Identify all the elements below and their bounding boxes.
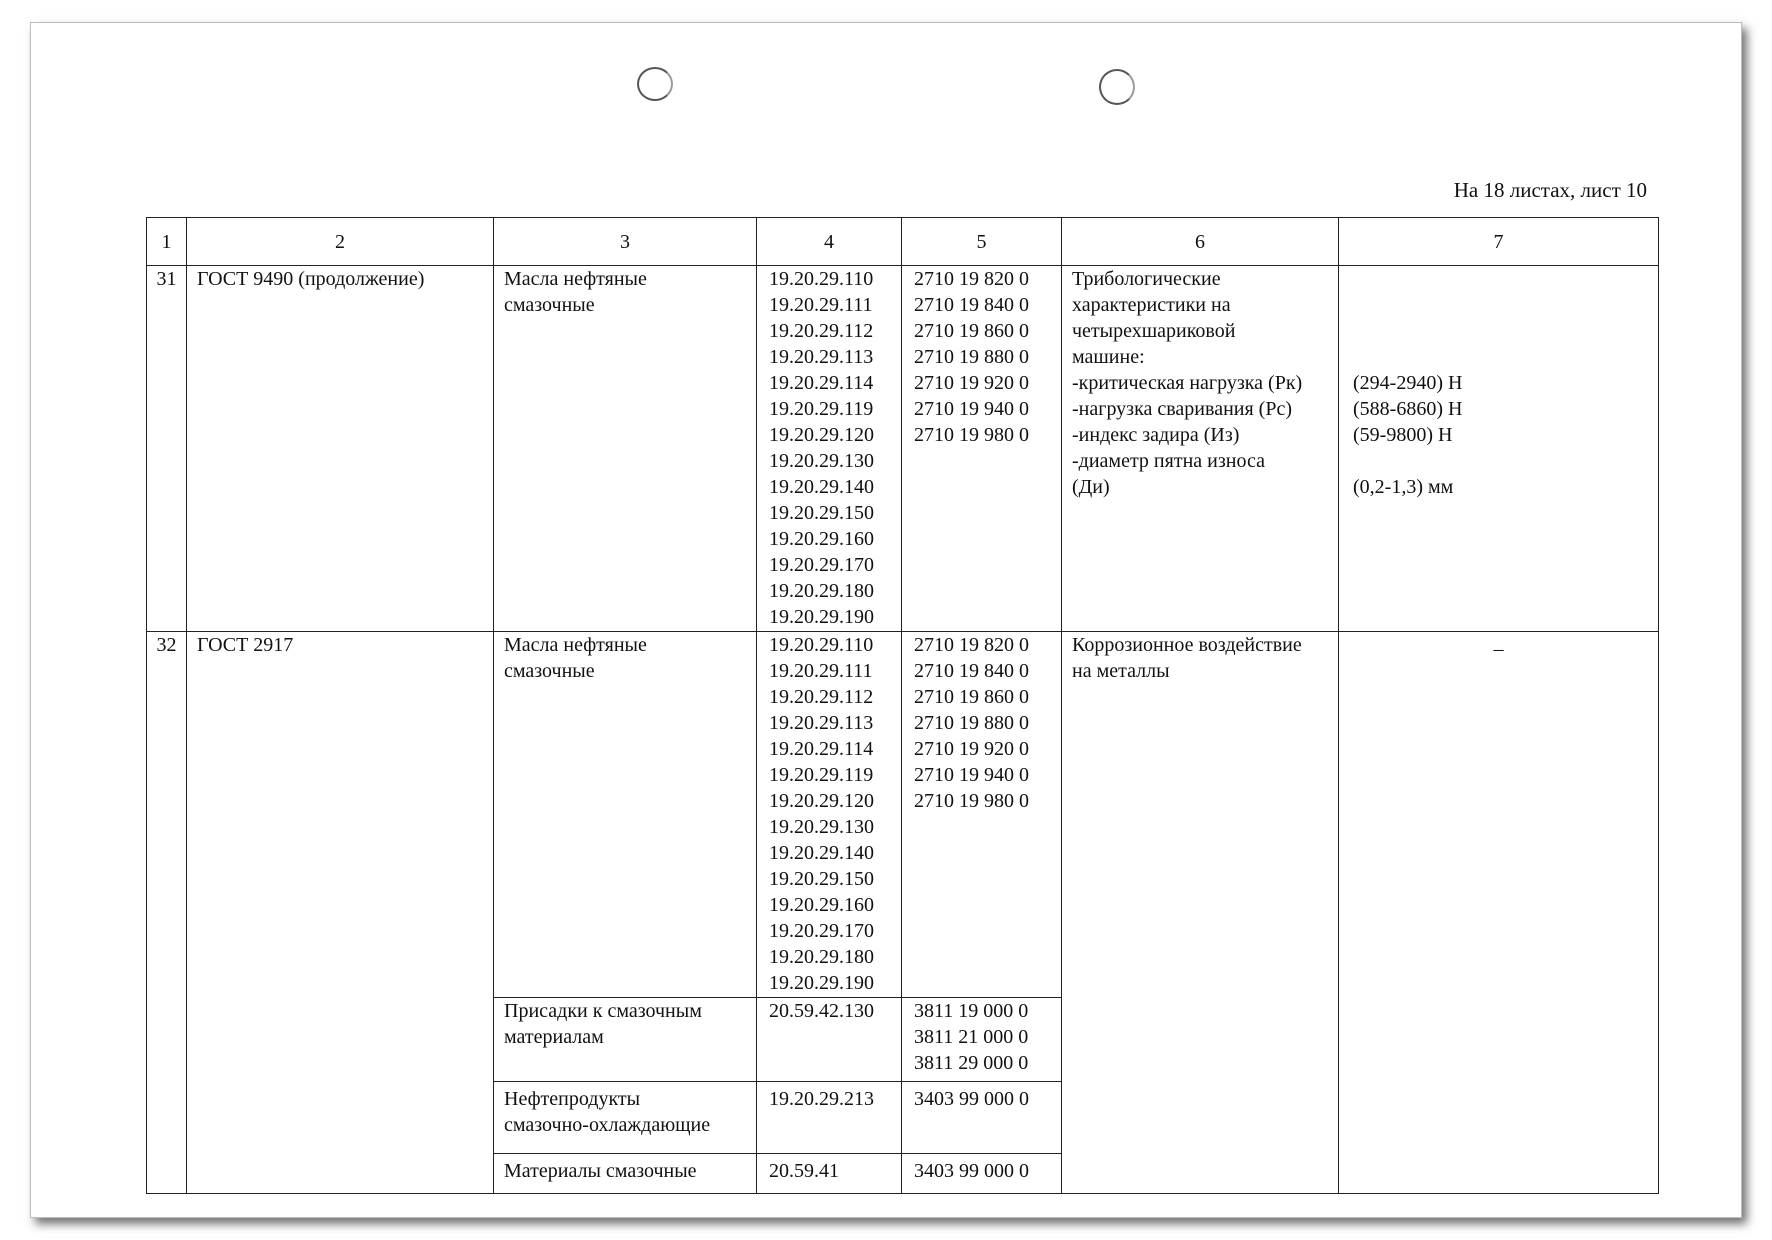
standard-cell: ГОСТ 9490 (продолжение) [187, 266, 494, 632]
characteristic-cell: Коррозионное воздействие на металлы [1062, 632, 1339, 1194]
okpd-cell: 19.20.29.110 19.20.29.111 19.20.29.112 19.20.29.113 19.20.29.114 19.20.29.119 19.20.29.120 19.20.29.130 19.20.29.140 19.20.29.150 19.20.29.160 19.20.29.170 19.20.29.180 19.20.29.190 [757, 266, 902, 632]
product-cell: Масла нефтяные смазочные [494, 632, 757, 998]
table-row [147, 632, 1659, 998]
okpd-cell: 20.59.41 [757, 1154, 902, 1194]
standard-cell: ГОСТ 2917 [187, 632, 494, 1194]
okpd-cell: 19.20.29.213 [757, 1082, 902, 1154]
header-cell: 1 [147, 218, 187, 266]
header-cell: 3 [494, 218, 757, 266]
header-row [147, 218, 1659, 266]
header-cell: 2 [187, 218, 494, 266]
header-cell: 5 [902, 218, 1062, 266]
row-number: 31 [147, 266, 187, 632]
standards-table [146, 217, 1659, 1194]
row-number: 32 [147, 632, 187, 1194]
tnved-cell: 3811 19 000 0 3811 21 000 0 3811 29 000 0 [902, 998, 1062, 1082]
characteristic-cell: Трибологические характеристики на четырехшариковой машине: -критическая нагрузка (Pк) -нагрузка сваривания (Pс) -индекс задира (Из) -диаметр пятна износа (Ди) [1062, 266, 1339, 632]
range-cell: (294-2940) Н (588-6860) Н (59-9800) Н (0,2-1,3) мм [1339, 266, 1659, 632]
tnved-cell: 2710 19 820 0 2710 19 840 0 2710 19 860 0 2710 19 880 0 2710 19 920 0 2710 19 940 0 2710 19 980 0 [902, 632, 1062, 998]
table-row [147, 266, 1659, 632]
product-cell: Масла нефтяные смазочные [494, 266, 757, 632]
product-cell: Присадки к смазочным материалам [494, 998, 757, 1082]
okpd-cell: 19.20.29.110 19.20.29.111 19.20.29.112 19.20.29.113 19.20.29.114 19.20.29.119 19.20.29.120 19.20.29.130 19.20.29.140 19.20.29.150 19.20.29.160 19.20.29.170 19.20.29.180 19.20.29.190 [757, 632, 902, 998]
tnved-cell: 3403 99 000 0 [902, 1154, 1062, 1194]
punch-hole-left [637, 67, 673, 101]
product-cell: Нефтепродукты смазочно-охлаждающие [494, 1082, 757, 1154]
range-cell: – [1339, 632, 1659, 1194]
tnved-cell: 2710 19 820 0 2710 19 840 0 2710 19 860 0 2710 19 880 0 2710 19 920 0 2710 19 940 0 2710 19 980 0 [902, 266, 1062, 632]
document-sheet [30, 22, 1742, 1218]
tnved-cell: 3403 99 000 0 [902, 1082, 1062, 1154]
header-cell: 6 [1062, 218, 1339, 266]
header-cell: 4 [757, 218, 902, 266]
header-cell: 7 [1339, 218, 1659, 266]
sheet-count-note: На 18 листах, лист 10 [1453, 178, 1647, 202]
punch-hole-right [1099, 69, 1135, 105]
product-cell: Материалы смазочные [494, 1154, 757, 1194]
okpd-cell: 20.59.42.130 [757, 998, 902, 1082]
